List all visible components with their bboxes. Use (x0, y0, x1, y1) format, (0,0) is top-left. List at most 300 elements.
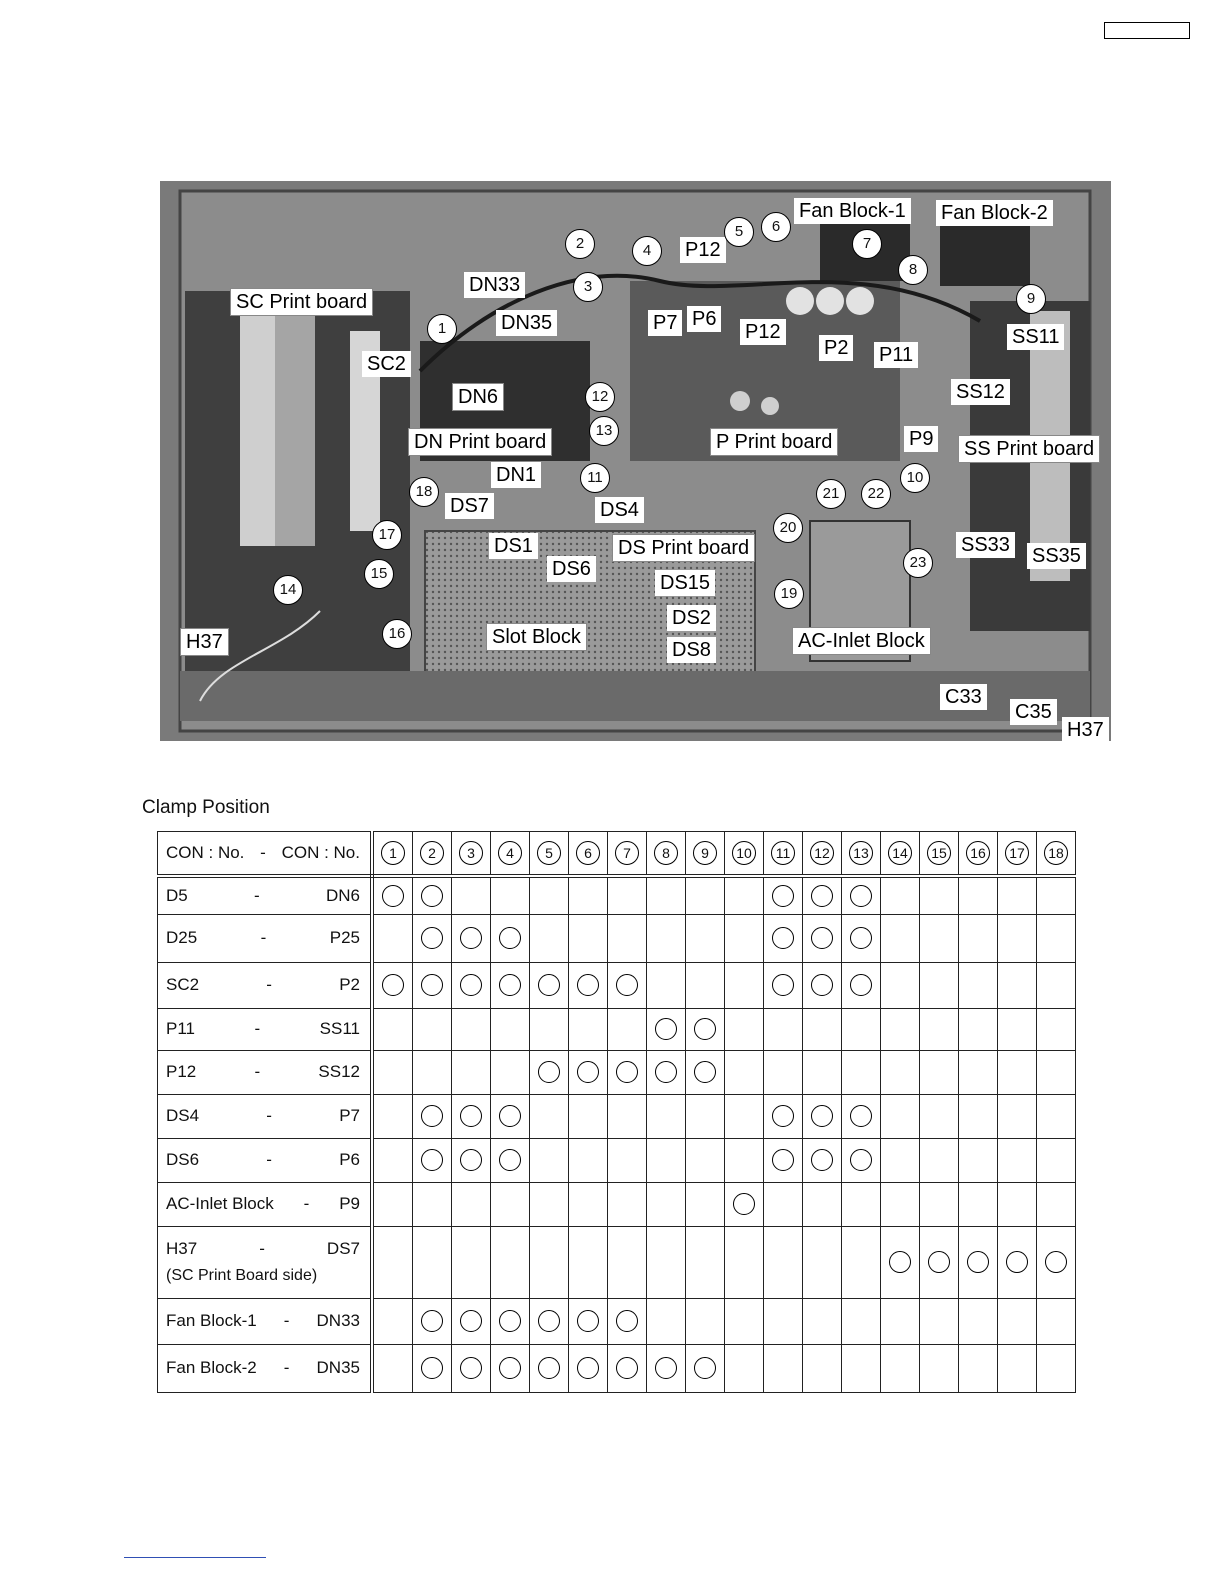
clamp-cell-7 (608, 876, 647, 914)
clamp-cell-3 (452, 1050, 491, 1094)
clamp-cell-11 (764, 1298, 803, 1344)
clamp-cell-16 (959, 1050, 998, 1094)
clamp-cell-6 (569, 1094, 608, 1138)
label-p12-top: P12 (680, 237, 726, 263)
table-row (158, 1182, 1076, 1226)
clamp-cell-1 (372, 876, 413, 914)
clamp-cell-18 (1037, 876, 1076, 914)
clamp-mark-circle (382, 885, 404, 907)
label-h37-left: H37 (180, 628, 229, 656)
header-clamp-number: 7 (615, 841, 639, 865)
clamp-cell-15 (920, 1008, 959, 1050)
clamp-cell-9 (686, 1298, 725, 1344)
clamp-mark-circle (538, 1310, 560, 1332)
header-clamp-number: 15 (927, 841, 951, 865)
clamp-cell-14 (881, 876, 920, 914)
connection-right: P6 (339, 1150, 360, 1169)
header-con-right: CON : No. (281, 843, 360, 862)
connection-cell (158, 914, 373, 962)
clamp-cell-10 (725, 1226, 764, 1298)
clamp-cell-15 (920, 1138, 959, 1182)
connection-left: H37 (166, 1239, 198, 1258)
clamp-cell-8 (647, 1138, 686, 1182)
clamp-mark-circle (538, 1061, 560, 1083)
clamp-mark-circle (1006, 1251, 1028, 1273)
clamp-cell-2 (413, 876, 452, 914)
clamp-mark-circle (772, 885, 794, 907)
clamp-cell-7 (608, 1298, 647, 1344)
clamp-cell-6 (569, 914, 608, 962)
clamp-mark-circle (811, 927, 833, 949)
header-clamp-6 (569, 832, 608, 877)
clamp-cell-3 (452, 1226, 491, 1298)
clamp-cell-7 (608, 1344, 647, 1392)
clamp-cell-1 (372, 1344, 413, 1392)
clamp-cell-15 (920, 1298, 959, 1344)
label-p9: P9 (904, 426, 938, 452)
clamp-mark-circle (382, 974, 404, 996)
clamp-cell-10 (725, 914, 764, 962)
clamp-cell-14 (881, 1094, 920, 1138)
clamp-cell-4 (491, 1138, 530, 1182)
clamp-cell-12 (803, 1094, 842, 1138)
clamp-cell-7 (608, 1182, 647, 1226)
header-clamp-7 (608, 832, 647, 877)
clamp-mark-circle (421, 927, 443, 949)
clamp-cell-18 (1037, 1138, 1076, 1182)
connection-cell (158, 1050, 373, 1094)
clamp-cell-7 (608, 1094, 647, 1138)
clamp-cell-15 (920, 876, 959, 914)
clamp-cell-3 (452, 1344, 491, 1392)
clamp-marker-21: 21 (816, 479, 846, 509)
clamp-cell-5 (530, 1226, 569, 1298)
header-clamp-number: 17 (1005, 841, 1029, 865)
clamp-mark-circle (889, 1251, 911, 1273)
header-clamp-number: 4 (498, 841, 522, 865)
clamp-cell-6 (569, 1344, 608, 1392)
clamp-cell-11 (764, 1008, 803, 1050)
clamp-mark-circle (421, 974, 443, 996)
connection-right: P2 (339, 975, 360, 994)
clamp-cell-12 (803, 1050, 842, 1094)
clamp-cell-2 (413, 1182, 452, 1226)
clamp-cell-5 (530, 876, 569, 914)
clamp-cell-16 (959, 1094, 998, 1138)
clamp-marker-16: 16 (382, 619, 412, 649)
clamp-cell-6 (569, 1138, 608, 1182)
clamp-cell-14 (881, 914, 920, 962)
clamp-cell-16 (959, 876, 998, 914)
clamp-cell-15 (920, 914, 959, 962)
clamp-cell-4 (491, 914, 530, 962)
clamp-marker-14: 14 (273, 575, 303, 605)
header-clamp-17 (998, 832, 1037, 877)
table-row (158, 1298, 1076, 1344)
clamp-cell-16 (959, 1344, 998, 1392)
clamp-mark-circle (694, 1018, 716, 1040)
connection-cell (158, 1094, 373, 1138)
label-sc-print-board: SC Print board (230, 288, 373, 316)
clamp-cell-1 (372, 1008, 413, 1050)
clamp-cell-7 (608, 1050, 647, 1094)
clamp-mark-circle (538, 974, 560, 996)
connection-right: DN6 (325, 885, 360, 905)
clamp-cell-18 (1037, 962, 1076, 1008)
label-ds-print-board: DS Print board (612, 534, 755, 562)
clamp-cell-12 (803, 1008, 842, 1050)
clamp-marker-12: 12 (585, 382, 615, 412)
clamp-cell-3 (452, 914, 491, 962)
connection-left: SC2 (166, 975, 200, 994)
connection-cell (158, 1008, 373, 1050)
clamp-cell-6 (569, 1298, 608, 1344)
clamp-mark-circle (421, 1357, 443, 1379)
clamp-cell-2 (413, 1050, 452, 1094)
label-ds15: DS15 (655, 570, 715, 596)
clamp-cell-9 (686, 1344, 725, 1392)
clamp-marker-5: 5 (724, 217, 754, 247)
clamp-cell-11 (764, 876, 803, 914)
connection-cell (158, 876, 373, 914)
header-clamp-10 (725, 832, 764, 877)
clamp-cell-13 (842, 1094, 881, 1138)
connection-left: DS6 (166, 1150, 200, 1169)
clamp-cell-15 (920, 1182, 959, 1226)
connection-right: DS7 (326, 1239, 360, 1258)
clamp-cell-3 (452, 876, 491, 914)
clamp-mark-circle (850, 1149, 872, 1171)
clamp-cell-8 (647, 1182, 686, 1226)
clamp-cell-14 (881, 1182, 920, 1226)
clamp-cell-11 (764, 1094, 803, 1138)
header-clamp-number: 16 (966, 841, 990, 865)
clamp-cell-6 (569, 1008, 608, 1050)
clamp-cell-3 (452, 1008, 491, 1050)
section-caption: Clamp Position (142, 797, 270, 818)
table-row (158, 1138, 1076, 1182)
header-clamp-4 (491, 832, 530, 877)
clamp-mark-circle (616, 1357, 638, 1379)
label-ds8: DS8 (667, 637, 716, 663)
clamp-mark-circle (499, 974, 521, 996)
label-p11: P11 (874, 342, 918, 368)
clamp-cell-4 (491, 1226, 530, 1298)
clamp-marker-15: 15 (364, 559, 394, 589)
clamp-cell-17 (998, 962, 1037, 1008)
clamp-mark-circle (577, 1357, 599, 1379)
clamp-marker-10: 10 (900, 463, 930, 493)
footer-link-line (124, 1557, 266, 1558)
clamp-cell-10 (725, 1298, 764, 1344)
connection-dash: - (254, 1062, 261, 1081)
clamp-mark-circle (460, 1310, 482, 1332)
clamp-marker-7: 7 (852, 229, 882, 259)
connection-dash: - (283, 1358, 290, 1377)
clamp-mark-circle (577, 1310, 599, 1332)
clamp-mark-circle (460, 927, 482, 949)
connection-cell (158, 1226, 373, 1298)
connection-cell (158, 962, 373, 1008)
header-con-dash: - (260, 843, 266, 862)
clamp-cell-4 (491, 1298, 530, 1344)
clamp-cell-12 (803, 1298, 842, 1344)
table-row (158, 876, 1076, 914)
label-sc2: SC2 (362, 351, 411, 377)
clamp-mark-circle (1045, 1251, 1067, 1273)
clamp-cell-7 (608, 962, 647, 1008)
clamp-cell-13 (842, 1298, 881, 1344)
clamp-cell-18 (1037, 914, 1076, 962)
connection-cell (158, 1344, 373, 1392)
connection-left: P11 (166, 1019, 195, 1038)
table-row (158, 962, 1076, 1008)
clamp-cell-5 (530, 1182, 569, 1226)
connection-right: P9 (339, 1194, 360, 1213)
connection-left: D5 (166, 885, 188, 905)
clamp-marker-19: 19 (774, 579, 804, 609)
clamp-cell-8 (647, 1094, 686, 1138)
connection-dash: - (254, 885, 260, 905)
clamp-cell-15 (920, 1094, 959, 1138)
clamp-cell-13 (842, 1226, 881, 1298)
clamp-cell-11 (764, 914, 803, 962)
header-clamp-9 (686, 832, 725, 877)
clamp-cell-10 (725, 1094, 764, 1138)
clamp-cell-11 (764, 1226, 803, 1298)
label-ds1: DS1 (489, 533, 538, 559)
clamp-mark-circle (499, 1149, 521, 1171)
header-clamp-3 (452, 832, 491, 877)
clamp-cell-8 (647, 1344, 686, 1392)
clamp-mark-circle (733, 1193, 755, 1215)
clamp-cell-18 (1037, 1226, 1076, 1298)
clamp-cell-14 (881, 1298, 920, 1344)
clamp-cell-17 (998, 914, 1037, 962)
header-clamp-number: 13 (849, 841, 873, 865)
clamp-cell-8 (647, 1050, 686, 1094)
page-number-box (1104, 22, 1190, 39)
clamp-cell-1 (372, 1182, 413, 1226)
clamp-cell-5 (530, 914, 569, 962)
clamp-mark-circle (499, 927, 521, 949)
clamp-marker-1: 1 (427, 314, 457, 344)
clamp-mark-circle (421, 1310, 443, 1332)
clamp-cell-5 (530, 1050, 569, 1094)
clamp-cell-4 (491, 1094, 530, 1138)
clamp-marker-3: 3 (573, 272, 603, 302)
header-clamp-2 (413, 832, 452, 877)
connection-dash: - (303, 1194, 310, 1213)
header-con-cell (158, 832, 373, 877)
clamp-cell-2 (413, 1094, 452, 1138)
clamp-cell-4 (491, 1008, 530, 1050)
clamp-cell-3 (452, 1138, 491, 1182)
clamp-mark-circle (421, 885, 443, 907)
clamp-mark-circle (499, 1105, 521, 1127)
clamp-cell-18 (1037, 1344, 1076, 1392)
clamp-cell-3 (452, 1298, 491, 1344)
clamp-cell-10 (725, 962, 764, 1008)
clamp-mark-circle (850, 1105, 872, 1127)
clamp-mark-circle (538, 1357, 560, 1379)
clamp-cell-9 (686, 1008, 725, 1050)
table-row (158, 1008, 1076, 1050)
clamp-cell-10 (725, 1344, 764, 1392)
clamp-cell-11 (764, 962, 803, 1008)
clamp-marker-8: 8 (898, 255, 928, 285)
header-clamp-15 (920, 832, 959, 877)
clamp-cell-13 (842, 1344, 881, 1392)
label-ds7: DS7 (445, 493, 494, 519)
clamp-cell-3 (452, 1094, 491, 1138)
label-dn35: DN35 (496, 310, 557, 336)
header-clamp-number: 9 (693, 841, 717, 865)
clamp-cell-3 (452, 962, 491, 1008)
table-row (158, 1050, 1076, 1094)
connection-left: P12 (166, 1062, 197, 1081)
table-row (158, 1344, 1076, 1392)
clamp-mark-circle (850, 927, 872, 949)
connection-left: Fan Block-1 (166, 1311, 257, 1330)
clamp-cell-11 (764, 1182, 803, 1226)
clamp-cell-14 (881, 1226, 920, 1298)
clamp-cell-13 (842, 1182, 881, 1226)
clamp-cell-11 (764, 1138, 803, 1182)
clamp-cell-15 (920, 962, 959, 1008)
connection-right: DN35 (316, 1358, 360, 1377)
header-clamp-16 (959, 832, 998, 877)
clamp-cell-8 (647, 914, 686, 962)
header-clamp-number: 8 (654, 841, 678, 865)
clamp-cell-11 (764, 1050, 803, 1094)
label-dn6: DN6 (452, 383, 504, 411)
clamp-mark-circle (421, 1149, 443, 1171)
label-ds6: DS6 (547, 556, 596, 582)
clamp-cell-2 (413, 962, 452, 1008)
clamp-cell-13 (842, 962, 881, 1008)
clamp-cell-8 (647, 1226, 686, 1298)
clamp-cell-5 (530, 962, 569, 1008)
clamp-cell-1 (372, 1226, 413, 1298)
clamp-cell-9 (686, 1094, 725, 1138)
header-clamp-1 (372, 832, 413, 877)
clamp-cell-17 (998, 1344, 1037, 1392)
clamp-cell-4 (491, 1182, 530, 1226)
clamp-cell-9 (686, 1050, 725, 1094)
clamp-cell-16 (959, 914, 998, 962)
clamp-cell-4 (491, 962, 530, 1008)
clamp-cell-17 (998, 1138, 1037, 1182)
clamp-cell-7 (608, 1226, 647, 1298)
clamp-cell-9 (686, 1182, 725, 1226)
clamp-marker-9: 9 (1016, 284, 1046, 314)
clamp-cell-10 (725, 876, 764, 914)
clamp-mark-circle (967, 1251, 989, 1273)
clamp-mark-circle (811, 885, 833, 907)
clamp-cell-16 (959, 1008, 998, 1050)
clamp-mark-circle (616, 1061, 638, 1083)
header-clamp-number: 14 (888, 841, 912, 865)
clamp-mark-circle (616, 974, 638, 996)
clamp-cell-14 (881, 962, 920, 1008)
label-ss33: SS33 (956, 532, 1015, 558)
clamp-marker-22: 22 (861, 479, 891, 509)
clamp-cell-10 (725, 1182, 764, 1226)
connection-dash: - (266, 975, 272, 994)
clamp-cell-1 (372, 914, 413, 962)
clamp-cell-6 (569, 1226, 608, 1298)
clamp-mark-circle (694, 1061, 716, 1083)
clamp-cell-18 (1037, 1298, 1076, 1344)
header-clamp-number: 1 (381, 841, 405, 865)
clamp-mark-circle (811, 1105, 833, 1127)
clamp-cell-13 (842, 1008, 881, 1050)
label-ds2: DS2 (667, 605, 716, 631)
clamp-cell-8 (647, 876, 686, 914)
connection-dash: - (266, 1150, 272, 1169)
clamp-cell-18 (1037, 1050, 1076, 1094)
clamp-mark-circle (772, 1105, 794, 1127)
clamp-cell-17 (998, 1182, 1037, 1226)
clamp-cell-17 (998, 1226, 1037, 1298)
clamp-mark-circle (460, 974, 482, 996)
clamp-cell-9 (686, 1226, 725, 1298)
header-clamp-8 (647, 832, 686, 877)
header-clamp-5 (530, 832, 569, 877)
clamp-cell-5 (530, 1094, 569, 1138)
clamp-mark-circle (694, 1357, 716, 1379)
clamp-cell-3 (452, 1182, 491, 1226)
clamp-cell-1 (372, 1298, 413, 1344)
header-clamp-11 (764, 832, 803, 877)
clamp-cell-1 (372, 962, 413, 1008)
clamp-cell-5 (530, 1298, 569, 1344)
clamp-mark-circle (460, 1357, 482, 1379)
clamp-marker-6: 6 (761, 212, 791, 242)
clamp-cell-12 (803, 1344, 842, 1392)
clamp-cell-2 (413, 1298, 452, 1344)
clamp-cell-15 (920, 1226, 959, 1298)
clamp-marker-11: 11 (580, 463, 610, 493)
clamp-cell-13 (842, 1050, 881, 1094)
clamp-cell-18 (1037, 1182, 1076, 1226)
label-p2: P2 (819, 335, 853, 361)
clamp-cell-10 (725, 1008, 764, 1050)
header-clamp-number: 3 (459, 841, 483, 865)
label-p6: P6 (687, 306, 721, 332)
clamp-mark-circle (616, 1310, 638, 1332)
clamp-mark-circle (499, 1357, 521, 1379)
clamp-cell-1 (372, 1138, 413, 1182)
clamp-mark-circle (577, 1061, 599, 1083)
header-con-left: CON : No. (166, 843, 245, 862)
clamp-cell-12 (803, 1182, 842, 1226)
clamp-position-table (157, 831, 1076, 1393)
clamp-cell-15 (920, 1050, 959, 1094)
clamp-cell-13 (842, 914, 881, 962)
connection-right: SS11 (319, 1019, 360, 1038)
clamp-cell-17 (998, 876, 1037, 914)
connection-left: DS4 (166, 1106, 200, 1125)
clamp-cell-6 (569, 1050, 608, 1094)
clamp-cell-2 (413, 1226, 452, 1298)
clamp-cell-13 (842, 1138, 881, 1182)
clamp-cell-13 (842, 876, 881, 914)
clamp-mark-circle (460, 1105, 482, 1127)
clamp-cell-10 (725, 1050, 764, 1094)
clamp-cell-9 (686, 876, 725, 914)
